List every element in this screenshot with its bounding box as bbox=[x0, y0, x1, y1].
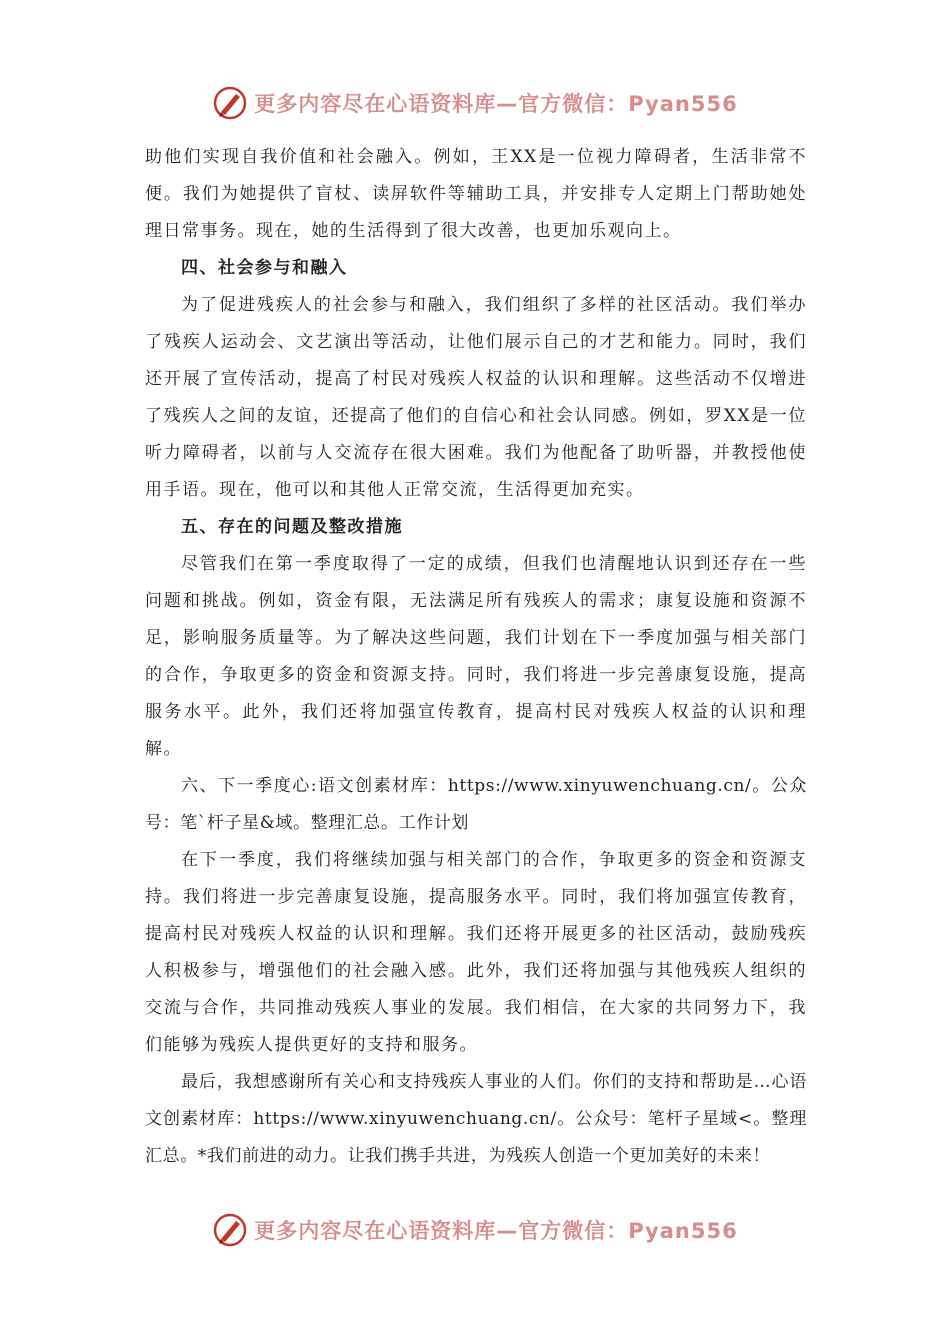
document-body bbox=[145, 139, 807, 1175]
footer-banner-text: 更多内容尽在心语资料库—官方微信：Pyan556 bbox=[254, 1219, 738, 1243]
paragraph-section-5: 尽管我们在第一季度取得了一定的成绩，但我们也清醒地认识到还存在一些问题和挑战。例如，资金有限，无法满足所有残疾人的需求；康复设施和资源不足，影响服务质量等。为了解决这些问题，我们计划在下一季度加强与相关部门的合作，争取更多的资金和资源支持。同时，我们将进一步完善康复设施，提高服务水平。此外，我们还将加强宣传教育，提高村民对残疾人权益的认识和理解。 bbox=[145, 554, 807, 759]
pen-logo-icon bbox=[212, 85, 248, 121]
paragraph-section-4: 为了促进残疾人的社会参与和融入，我们组织了多样的社区活动。我们举办了残疾人运动会、文艺演出等活动，让他们展示自己的才艺和能力。同时，我们还开展了宣传活动，提高了村民对残疾人权益的认识和理解。这些活动不仅增进了残疾人之间的友谊，还提高了他们的自信心和社会认同感。例如，罗XX是一位听力障碍者，以前与人交流存在很大困难。我们为他配备了助听器，并教授他使用手语。现在，他可以和其他人正常交流，生活得更加充实。 bbox=[145, 295, 807, 500]
section-heading-6: 六、下一季度心:语文创素材库：https://www.xinyuwenchuang.cn/。公众号：笔`杆子星&域。整理汇总。工作计划 bbox=[145, 776, 807, 833]
paragraph-continued: 助他们实现自我价值和社会融入。例如，王XX是一位视力障碍者，生活非常不便。我们为她提供了盲杖、读屏软件等辅助工具，并安排专人定期上门帮助她处理日常事务。现在，她的生活得到了很大改善，也更加乐观向上。 bbox=[145, 147, 807, 241]
paragraph-final: 最后，我想感谢所有关心和支持残疾人事业的人们。你们的支持和帮助是…心语文创素材库：https://www.xinyuwenchuang.cn/。公众号：笔杆子星域<。整理汇总。*我们前进的动力。让我们携手共进，为残疾人创造一个更加美好的未来！ bbox=[145, 1072, 807, 1166]
section-heading-5: 五、存在的问题及整改措施 bbox=[181, 517, 403, 537]
header-banner bbox=[0, 83, 950, 123]
section-heading-4: 四、社会参与和融入 bbox=[181, 258, 348, 278]
header-banner-text: 更多内容尽在心语资料库—官方微信：Pyan556 bbox=[254, 92, 738, 116]
footer-banner bbox=[0, 1210, 950, 1250]
paragraph-section-6: 在下一季度，我们将继续加强与相关部门的合作，争取更多的资金和资源支持。我们将进一步完善康复设施，提高服务水平。同时，我们将加强宣传教育，提高村民对残疾人权益的认识和理解。我们还将开展更多的社区活动，鼓励残疾人积极参与，增强他们的社会融入感。此外，我们还将加强与其他残疾人组织的交流与合作，共同推动残疾人事业的发展。我们相信，在大家的共同努力下，我们能够为残疾人提供更好的支持和服务。 bbox=[145, 850, 807, 1055]
pen-logo-icon bbox=[212, 1212, 248, 1248]
